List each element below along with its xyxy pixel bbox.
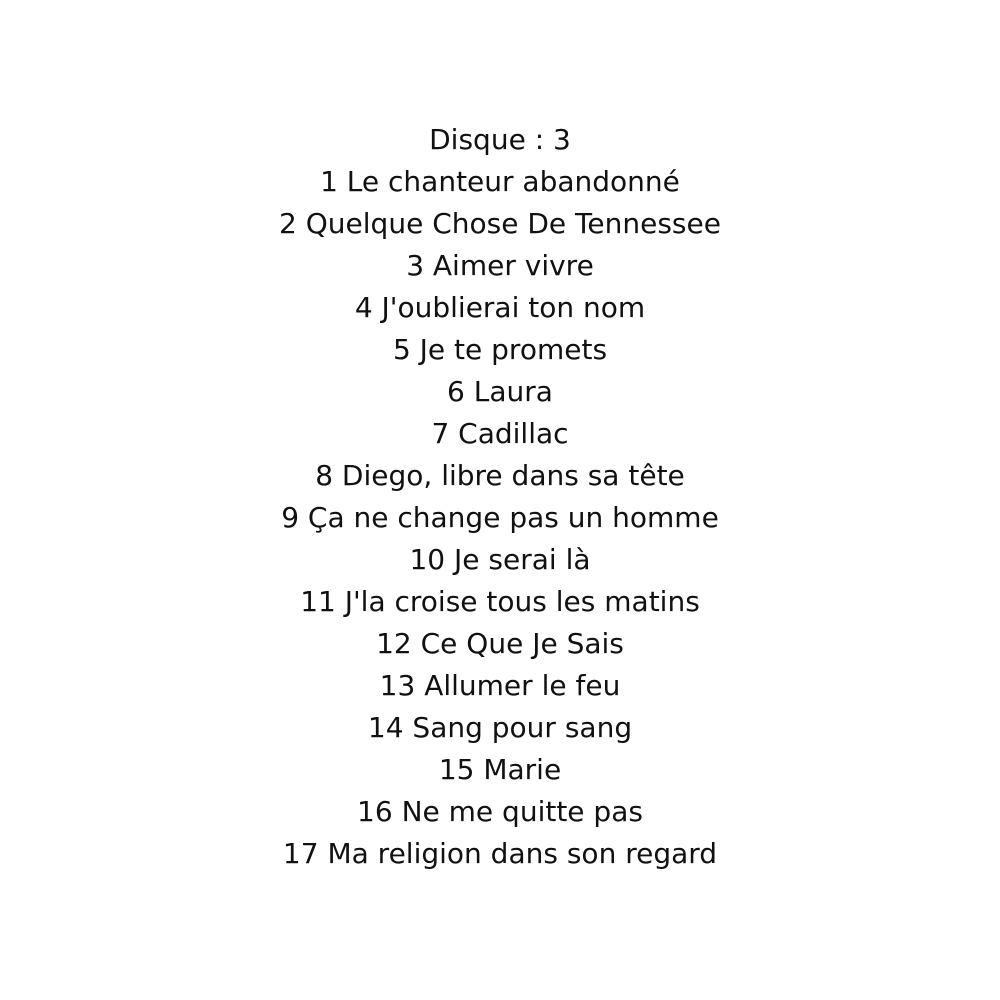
track-item: 15 Marie (438, 753, 562, 786)
track-item: 10 Je serai là (409, 543, 591, 576)
track-item: 8 Diego, libre dans sa tête (315, 459, 685, 492)
track-item: 9 Ça ne change pas un homme (281, 501, 719, 534)
track-item: 13 Allumer le feu (379, 669, 621, 702)
track-item: 7 Cadillac (431, 417, 569, 450)
track-item: 12 Ce Que Je Sais (376, 627, 624, 660)
track-item: 4 J'oublierai ton nom (354, 291, 646, 324)
track-item: 3 Aimer vivre (406, 249, 594, 282)
track-item: 14 Sang pour sang (367, 711, 633, 744)
track-list (0, 119, 1000, 875)
track-item: 16 Ne me quitte pas (357, 795, 643, 828)
track-item: 17 Ma religion dans son regard (282, 837, 718, 870)
track-item: 2 Quelque Chose De Tennessee (279, 207, 721, 240)
track-item: 11 J'la croise tous les matins (300, 585, 700, 618)
track-item: 6 Laura (447, 375, 553, 408)
track-item: 1 Le chanteur abandonné (320, 165, 680, 198)
disc-heading: Disque : 3 (429, 123, 571, 156)
track-item: 5 Je te promets (392, 333, 608, 366)
